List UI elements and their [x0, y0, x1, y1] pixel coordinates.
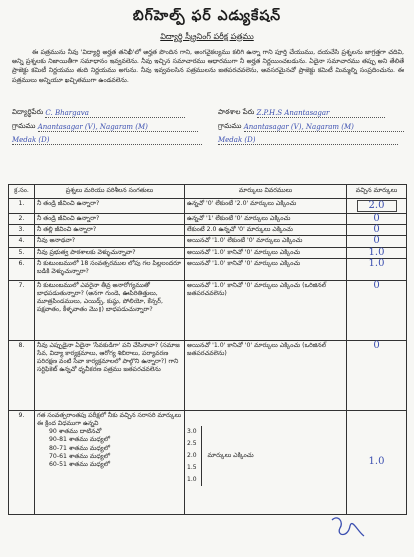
marks-obtained: 0 — [347, 236, 407, 247]
marks-rule: ఉన్నచో '1' లేకుంటే '0' మార్కులు ఎక్కించు — [185, 214, 347, 225]
question-text: నీ కుటుంబములో ఎవరైనా తీవ్ర అనారోగ్యముతో బాధపడుతున్నారా? (అనగా గుండె, ఊపిరితిత్తులు, మూత్రపిండములు, ఎయిడ్స్, కుష్ఠు, పోలియో, కేన్సర్, పక్షవాతం, కీళ్ళవాతం మొ॥) బాధపడుచున్నారా? — [35, 280, 185, 340]
col-header-sno: క్ర.సం. — [9, 185, 35, 199]
marks-obtained: 1.0 — [368, 456, 385, 468]
scale-value: 1.5 — [187, 463, 197, 471]
table-row: 2. నీ తండ్రి జీవించి ఉన్నారా? ఉన్నచో '1' లేకుంటే '0' మార్కులు ఎక్కించు 0 — [9, 214, 407, 225]
marks-rule: అయినచో '1.0' కానిచో '0' మార్కులు ఎక్కించు (ఒరిజినల్ జతపరచవలెను) — [185, 340, 347, 410]
intro-paragraph: ఈ పత్రమును నీవు 'విద్యార్థి అర్హత తనిఖీ'లో అర్హత పొందిన గాని, అంగవైకల్యము కలిగి ఉన్నా గాని పూర్తి చేయుము, దయచేసి ప్రశ్నలను జాగ్రత్తగా చదివి, అన్ని ప్రశ్నలకు నిజాయితీగా సమాధానం ఇవ్వవలెను. నీవు ఇచ్చిన సమాచారము ఆధారముగా నీ అర్హత నిర్ణయించబడును. ఏదైనా సమాచారము తప్పు అని తేలితే ప్రాజెక్టు కమిటీ నిర్ణయము తుది నిర్ణయము అగును. నీవు ఇవ్వవలసిన పత్రములను జతపరచవలెను, అవసరమైనచో ప్రాజెక్టు కమిటీ మిమ్మల్ని సంప్రదించును. ఈ పత్రములు అన్నియూ ఖచ్చితముగా ఉండవలెను. — [12, 49, 404, 84]
student-details — [8, 104, 406, 150]
marks-obtained: 0 — [347, 225, 407, 236]
marks-rule: లేకుంటే 2.0 ఉన్నచో '0' మార్కులు ఎక్కించు — [185, 225, 347, 236]
marks-rule: అయినచో '1.0' కానిచో '0' మార్కులు ఎక్కించు (ఒరిజినల్ జతపరచవలెను) — [185, 280, 347, 340]
school-district-value: Medak (D) — [218, 136, 256, 144]
school-name-value: Z.P.H.S Anantasagar — [256, 109, 330, 117]
marks-obtained: 0 — [347, 214, 407, 225]
col-header-question: ప్రశ్నలు మరియు పరిశీలన సంగతులు — [35, 185, 185, 199]
grade-item: 90-81 శాతము మధ్యలో — [49, 436, 110, 444]
table-row: 8. నీవు ఎప్పుడైనా ఏదైనా 'సేవకుడిగా' పని చేసినావా? (సమాజ సేవ, విద్యా కార్యక్రమాలు, ఆరోగ్య శిబిరాలు, పర్యావరణ పరిరక్షణ వంటి సేవా కార్యక్రమాలలో పాల్గొని ఉన్నారా?) గాని సర్టిఫికెట్ ఉన్నచో ధృవీకరణ పత్రము జతపరచవలెను అయినచో '1.0' కానిచో '0' మార్కులు ఎక్కించు (ఒరిజినల్ జతపరచవలెను) 0 — [9, 340, 407, 410]
scale-value: 2.0 — [187, 451, 197, 459]
question-text: గత సంవత్సరాంతపు పరీక్షలో నీకు వచ్చిన సరాసరి మార్కులు ఈ క్రింద విధముగా ఉన్నవి — [37, 411, 182, 428]
signature-mark — [328, 512, 368, 542]
question-text: నీ తల్లి జీవించి ఉన్నారా? — [35, 225, 185, 236]
table-row: 3. నీ తల్లి జీవించి ఉన్నారా? లేకుంటే 2.0 ఉన్నచో '0' మార్కులు ఎక్కించు 0 — [9, 225, 407, 236]
student-name-label: విద్యార్థిపేరు — [12, 108, 44, 116]
village-label: గ్రామము — [12, 122, 36, 130]
village-value: Anantasagar (V), Nagaram (M) — [37, 123, 148, 131]
screening-table — [8, 184, 407, 515]
question-text: నీ కుటుంబములో 18 సంవత్సరముల లోపు గల పిల్లలందరూ బడికి వెళ్ళుచున్నారా? — [35, 258, 185, 280]
scale-value: 3.0 — [187, 427, 197, 435]
form-subtitle: విద్యార్థి స్క్రీనింగ్ పరీక్ష పత్రము — [160, 32, 254, 41]
question-text: నీ తండ్రి జీవించి ఉన్నారా? — [35, 199, 185, 214]
grade-item: 90 శాతము దాటినచో — [49, 428, 102, 436]
table-row: 1. నీ తండ్రి జీవించి ఉన్నారా? ఉన్నచో '0' లేకుంటే '2.0' మార్కులు ఎక్కించు 2.0 — [9, 199, 407, 214]
table-header-row — [9, 185, 407, 199]
marks-rule: అయినచో '1.0' కానిచో '0' మార్కులు ఎక్కించు — [185, 247, 347, 258]
marks-obtained: 2.0 — [357, 200, 397, 212]
question-text: నీవు ప్రభుత్వ పాఠశాలకు వెళ్ళుచున్నావా? — [35, 247, 185, 258]
grade-item: 60-51 శాతము మధ్యలో — [49, 461, 110, 469]
marks-rule: ఉన్నచో '0' లేకుంటే '2.0' మార్కులు ఎక్కించు — [185, 199, 347, 214]
school-village-label: గ్రామము — [218, 122, 242, 130]
question-text: నీవు ఎప్పుడైనా ఏదైనా 'సేవకుడిగా' పని చేసినావా? (సమాజ సేవ, విద్యా కార్యక్రమాలు, ఆరోగ్య శిబిరాలు, పర్యావరణ పరిరక్షణ వంటి సేవా కార్యక్రమాలలో పాల్గొని ఉన్నారా?) గాని సర్టిఫికెట్ ఉన్నచో ధృవీకరణ పత్రము జతపరచవలెను — [35, 340, 185, 410]
marks-obtained: 1.0 — [347, 247, 407, 258]
grade-item: 80-71 శాతము మధ్యలో — [49, 444, 110, 452]
marks-rule: అయినచో '1.0' లేకుంటే '0' మార్కులు ఎక్కించు — [185, 236, 347, 247]
school-village-value: Anantasagar (V), Nagaram (M) — [243, 123, 354, 131]
student-name-value: C. Bhargava — [45, 109, 89, 117]
col-header-marks-rule: మార్కులు వివరములు — [185, 185, 347, 199]
marks-rule: మార్కులు ఎక్కించు — [207, 451, 254, 459]
scale-value: 2.5 — [187, 439, 197, 447]
question-text: నీ తండ్రి జీవించి ఉన్నారా? — [35, 214, 185, 225]
form-title: బిగ్‌హెల్ప్ ఫర్ ఎడ్యుకేషన్ — [132, 8, 282, 24]
grade-item: 70-61 శాతము మధ్యలో — [49, 452, 110, 460]
table-row: 4. నీవు అనాథవా? అయినచో '1.0' లేకుంటే '0' మార్కులు ఎక్కించు 0 — [9, 236, 407, 247]
table-row: 7. నీ కుటుంబములో ఎవరైనా తీవ్ర అనారోగ్యముతో బాధపడుతున్నారా? (అనగా గుండె, ఊపిరితిత్తులు, మూత్రపిండములు, ఎయిడ్స్, కుష్ఠు, పోలియో, కేన్సర్, పక్షవాతం, కీళ్ళవాతం మొ॥) బాధపడుచున్నారా? అయినచో '1.0' కానిచో '0' మార్కులు ఎక్కించు (ఒరిజినల్ జతపరచవలెను) 0 — [9, 280, 407, 340]
screening-form — [8, 6, 406, 552]
marks-rule: అయినచో '1.0' కానిచో '0' మార్కులు ఎక్కించు — [185, 258, 347, 280]
table-row: 9. గత సంవత్సరాంతపు పరీక్షలో నీకు వచ్చిన సరాసరి మార్కులు ఈ క్రింద విధముగా ఉన్నవి 90 శాతము దాటినచో 90-81 శాతము మధ్యలో 80-71 శాతము మధ్యలో 70-61 శాతము మధ్యలో 60-51 శాతము మధ్యలో 3.0 2.5 2.0 1.5 1.0 మార్కులు ఎక్కించు 1.0 — [9, 410, 407, 514]
question-text: నీవు అనాథవా? — [35, 236, 185, 247]
marks-obtained: 0 — [347, 340, 407, 410]
marks-obtained: 0 — [347, 280, 407, 340]
col-header-marks-obtained: వచ్చిన మార్కులు — [347, 185, 407, 199]
scale-value: 1.0 — [187, 475, 197, 483]
school-name-label: పాఠశాల పేరు — [218, 108, 255, 116]
table-row: 5. నీవు ప్రభుత్వ పాఠశాలకు వెళ్ళుచున్నావా? అయినచో '1.0' కానిచో '0' మార్కులు ఎక్కించు 1.0 — [9, 247, 407, 258]
district-value: Medak (D) — [12, 136, 50, 144]
marks-obtained: 1.0 — [347, 258, 407, 280]
table-row: 6. నీ కుటుంబములో 18 సంవత్సరముల లోపు గల పిల్లలందరూ బడికి వెళ్ళుచున్నారా? అయినచో '1.0' కానిచో '0' మార్కులు ఎక్కించు 1.0 — [9, 258, 407, 280]
